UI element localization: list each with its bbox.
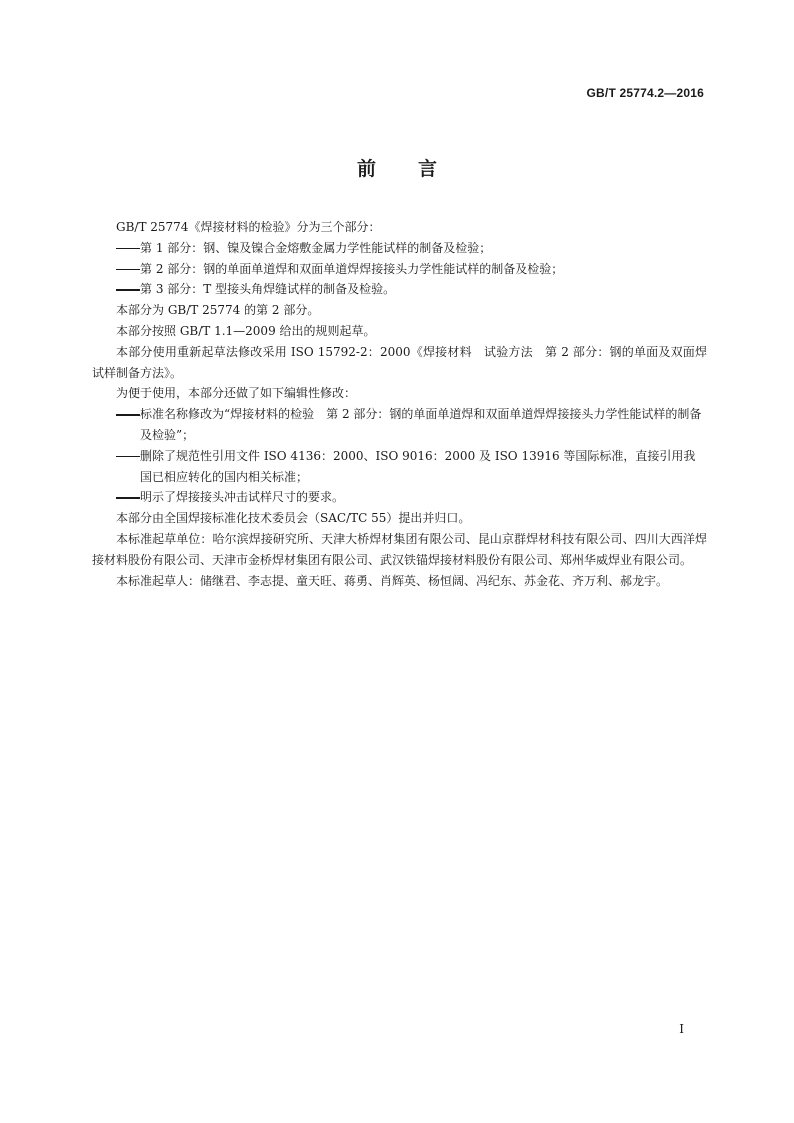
- this-part-paragraph: 本部分为 GB/T 25774 的第 2 部分。: [116, 303, 320, 318]
- intro-paragraph: GB/T 25774《焊接材料的检验》分为三个部分：: [116, 220, 381, 234]
- list-item: [92, 404, 707, 446]
- dash-mark: [116, 248, 140, 249]
- page-number: I: [679, 1022, 684, 1036]
- drafting-rule-paragraph: 本部分按照 GB/T 1.1—2009 给出的规则起草。: [116, 323, 376, 338]
- list-item: [92, 259, 707, 280]
- dash-mark: [116, 289, 140, 290]
- edit3-text: 明示了焊接接头冲击试样尺寸的要求。: [140, 490, 345, 505]
- proposed-by-paragraph: 本部分由全国焊接标准化技术委员会（SAC/TC 55）提出并归口。: [116, 511, 471, 526]
- dash-mark: [116, 269, 140, 270]
- list-item: [92, 238, 707, 259]
- dash-mark: [116, 497, 140, 498]
- iso-adoption-paragraph: 本部分使用重新起草法修改采用 ISO 15792-2：2000《焊接材料 试验方法 第 2 部分：钢的单面及双面焊试样制备方法》。: [92, 344, 707, 380]
- part3-text: 第 3 部分：T 型接头角焊缝试样的制备及检验。: [140, 282, 396, 297]
- part1-text: 第 1 部分：钢、镍及镍合金熔敷金属力学性能试样的制备及检验；: [140, 240, 492, 255]
- page-title: [0, 154, 794, 181]
- foreword-body: [92, 217, 707, 591]
- edit2-text: 删除了规范性引用文件 ISO 4136：2000、ISO 9016：2000 及 ISO 13916 等国际标准，直接引用我国已相应转化的国内相关标准；: [140, 448, 696, 484]
- edit1-text: 标准名称修改为“焊接材料的检验 第 2 部分：钢的单面单道焊和双面单道焊焊接接头力学性能试样的制备及检验”；: [140, 407, 702, 442]
- title-char-2: 言: [418, 158, 438, 180]
- dash-mark: [116, 456, 140, 457]
- dash-mark: [116, 414, 140, 415]
- drafting-units-paragraph: 本标准起草单位：哈尔滨焊接研究所、天津大桥焊材集团有限公司、昆山京群焊材科技有限公司、四川大西洋焊接材料股份有限公司、天津市金桥焊材集团有限公司、武汉铁锚焊接材料股份有限公司、郑州华威焊业有限公司。: [92, 531, 707, 567]
- part2-text: 第 2 部分：钢的单面单道焊和双面单道焊焊接接头力学性能试样的制备及检验；: [140, 261, 564, 276]
- list-item: [92, 279, 707, 300]
- editorial-intro-paragraph: 为便于使用，本部分还做了如下编辑性修改：: [116, 386, 357, 401]
- standard-code: GB/T 25774.2—2016: [586, 86, 704, 100]
- drafters-paragraph: 本标准起草人：储继君、李志提、童天旺、蒋勇、肖辉英、杨恒阔、冯纪东、苏金花、齐万利、郝龙宇。: [116, 573, 669, 588]
- list-item: [92, 446, 707, 488]
- list-item: [92, 487, 707, 508]
- title-char-1: 前: [356, 158, 376, 180]
